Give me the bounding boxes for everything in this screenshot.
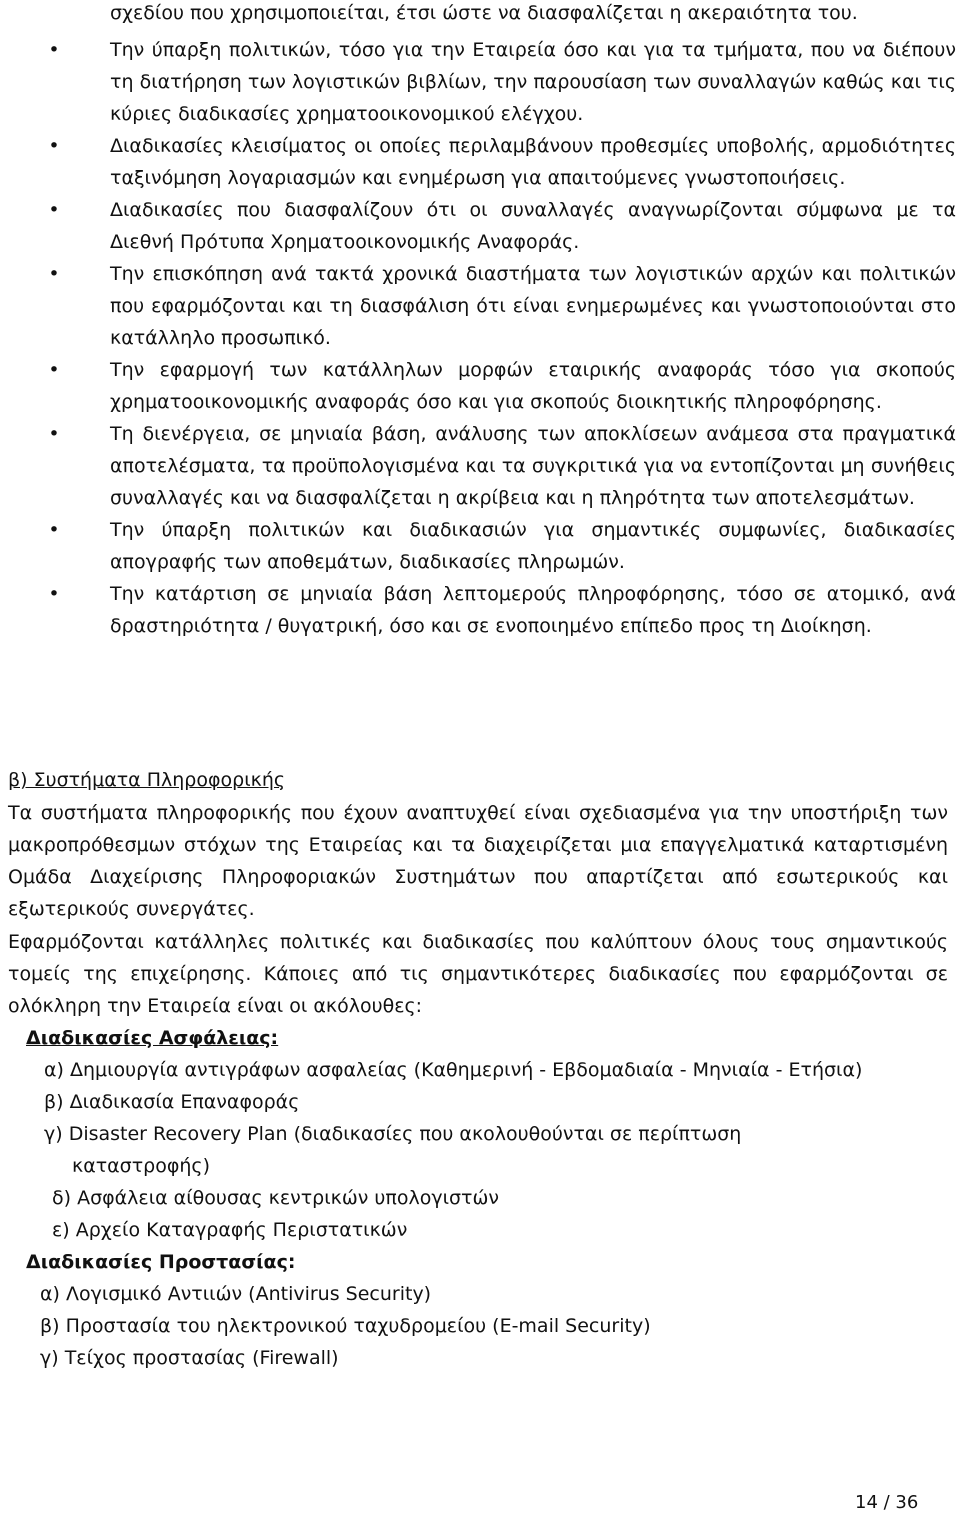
bullet-icon: • — [48, 135, 60, 157]
section-title: β) Συστήματα Πληροφορικής — [8, 769, 286, 791]
bullet-text: Διαδικασίες που διασφαλίζουν ότι οι συναλλαγές αναγνωρίζονται σύμφωνα με τα Διεθνή Πρότυπα Χρηματοοικονομικής Αναφοράς. — [110, 199, 956, 253]
bullet-item — [0, 354, 956, 418]
security-procedures-heading: Διαδικασίες Ασφάλειας: — [26, 1027, 279, 1049]
continued-line: σχεδίου που χρησιμοποιείται, έτσι ώστε να διασφαλίζεται η ακεραιότητα του. — [110, 2, 858, 24]
bullet-text: Την ύπαρξη πολιτικών και διαδικασιών για σημαντικές συμφωνίες, διαδικασίες απογραφής των αποθεμάτων, διαδικασίες πληρωμών. — [110, 519, 956, 573]
bullet-item — [0, 258, 956, 354]
bullet-icon: • — [48, 39, 60, 61]
bullet-icon: • — [48, 583, 60, 605]
security-item: ε) Αρχείο Καταγραφής Περιστατικών — [52, 1219, 408, 1241]
bullet-item — [0, 578, 956, 642]
protection-item: α) Λογισμικό Αντιιών (Antivirus Security) — [40, 1283, 432, 1305]
bullet-text: Την εφαρμογή των κατάλληλων μορφών εταιρικής αναφοράς τόσο για σκοπούς χρηματοοικονομικής αναφοράς όσο και για σκοπούς διοικητικής πληροφόρησης. — [110, 359, 956, 413]
section-paragraph: Εφαρμόζονται κατάλληλες πολιτικές και διαδικασίες που καλύπτουν όλους τους σημαντικούς τομείς της επιχείρησης. Κάποιες από τις σημαντικότερες διαδικασίες που εφαρμόζονται σε ολόκληρη την Εταιρεία είναι οι ακόλουθες: — [8, 931, 948, 1017]
page-number: 14 / 36 — [855, 1492, 919, 1513]
bullet-text: Διαδικασίες κλεισίματος οι οποίες περιλαμβάνουν προθεσμίες υποβολής, αρμοδιότητες ταξινόμηση λογαριασμών και ενημέρωση για απαιτούμενες γνωστοποιήσεις. — [110, 135, 956, 189]
bullet-icon: • — [48, 359, 60, 381]
section-paragraph: Τα συστήματα πληροφορικής που έχουν αναπτυχθεί είναι σχεδιασμένα για την υποστήριξη των μακροπρόθεσμων στόχων της Εταιρείας και τα διαχειρίζεται μια επαγγελματικά καταρτισμένη Ομάδα Διαχείρισης Πληροφοριακών Συστημάτων που απαρτίζεται από εσωτερικούς και εξωτερικούς συνεργάτες. — [8, 802, 948, 920]
it-systems-section — [8, 764, 948, 1374]
security-item: δ) Ασφάλεια αίθουσας κεντρικών υπολογιστών — [52, 1187, 500, 1209]
bullet-item — [0, 194, 956, 258]
bullet-text: Τη διενέργεια, σε μηνιαία βάση, ανάλυσης των αποκλίσεων ανάμεσα στα πραγματικά αποτελέσματα, τα προϋπολογισμένα και τα συγκριτικά για να εντοπίζονται μη συνήθεις συναλλαγές και να διασφαλίζεται η ακρίβεια και η πληρότητα των αποτελεσμάτων. — [110, 423, 956, 509]
bullet-item — [0, 34, 956, 130]
bullet-icon: • — [48, 519, 60, 541]
bullet-text: Την ύπαρξη πολιτικών, τόσο για την Εταιρεία όσο και για τα τμήματα, που να διέπουν τη διατήρηση των λογιστικών βιβλίων, την παρουσίαση των συναλλαγών καθώς και τις κύριες διαδικασίες χρηματοοικονομικού ελέγχου. — [110, 39, 956, 125]
protection-procedures-heading: Διαδικασίες Προστασίας: — [26, 1251, 296, 1273]
control-bullet-list — [0, 34, 960, 642]
bullet-icon: • — [48, 199, 60, 221]
bullet-item — [0, 514, 956, 578]
security-item: γ) Disaster Recovery Plan (διαδικασίες που ακολουθούνται σε περίπτωση καταστροφής) — [44, 1123, 742, 1177]
bullet-icon: • — [48, 263, 60, 285]
security-item: β) Διαδικασία Επαναφοράς — [44, 1091, 300, 1113]
bullet-item — [0, 130, 956, 194]
bullet-item — [0, 418, 956, 514]
bullet-icon: • — [48, 423, 60, 445]
protection-item: β) Προστασία του ηλεκτρονικού ταχυδρομείου (E-mail Security) — [40, 1315, 651, 1337]
security-item: α) Δημιουργία αντιγράφων ασφαλείας (Καθημερινή - Εβδομαδιαία - Μηνιαία - Ετήσια) — [44, 1059, 863, 1081]
bullet-text: Την επισκόπηση ανά τακτά χρονικά διαστήματα των λογιστικών αρχών και πολιτικών που εφαρμόζονται και τη διασφάλιση ότι είναι ενημερωμένες και γνωστοποιούνται στο κατάλληλο προσωπικό. — [110, 263, 956, 349]
bullet-text: Την κατάρτιση σε μηνιαία βάση λεπτομερούς πληροφόρησης, τόσο σε ατομικό, ανά δραστηριότητα / θυγατρική, όσο και σε ενοποιημένο επίπεδο προς τη Διοίκηση. — [110, 583, 956, 637]
protection-item: γ) Τείχος προστασίας (Firewall) — [40, 1347, 339, 1369]
